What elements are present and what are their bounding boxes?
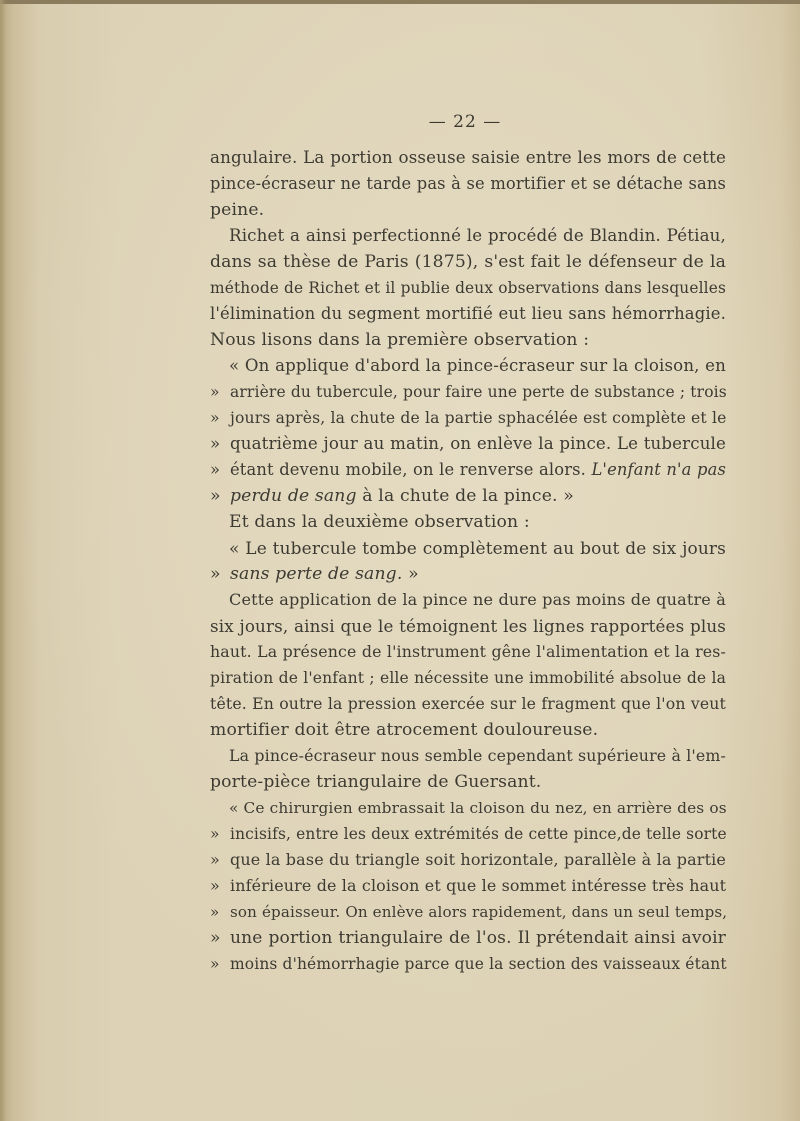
italic-text: sans perte de sang. (230, 564, 403, 584)
text-line (210, 925, 726, 951)
line-text: à la chute de la pince. » (362, 486, 574, 506)
text-line (210, 717, 726, 743)
line-text: tête. En outre la pression exercée sur le fragment que l'on veut (210, 694, 726, 713)
line-text: haut. La présence de l'instrument gêne l'alimentation et la res- (210, 642, 726, 661)
line-text: Cette application de la pince ne dure pas moins de quatre à (229, 590, 726, 609)
text-line (210, 457, 726, 483)
text-line (210, 379, 726, 405)
text-line (210, 899, 726, 925)
text-line (210, 353, 726, 379)
text-line (210, 327, 726, 353)
line-text: moins d'hémorrhagie parce que la section des vaisseaux étant (230, 955, 727, 973)
text-line (210, 561, 726, 587)
line-text: dans sa thèse de Paris (1875), s'est fait le défenseur de la (210, 252, 726, 272)
quote-mark: » (210, 955, 220, 973)
quote-mark: » (210, 903, 220, 921)
line-text: inférieure de la cloison et que le sommet intéresse très haut (230, 876, 727, 895)
text-line (210, 405, 726, 431)
quote-mark: » (210, 383, 220, 401)
quote-mark: » (210, 409, 220, 427)
line-text: « Le tubercule tombe complètement au bout de six jours (229, 538, 726, 558)
line-text: que la base du triangle soit horizontale, parallèle à la partie (230, 850, 726, 869)
line-text: étant devenu mobile, on le renverse alors. (230, 460, 586, 479)
quote-mark: » (210, 564, 221, 584)
text-line (210, 639, 726, 665)
line-text: incisifs, entre les deux extrémités de cette pince,de telle sorte (230, 825, 727, 843)
italic-text: perdu de sang (230, 486, 357, 506)
line-text: angulaire. La portion osseuse saisie entre les mors de cette (210, 148, 726, 167)
text-line (210, 691, 726, 717)
text-line (210, 171, 726, 197)
line-text: piration de l'enfant ; elle nécessite une immobilité absolue de la (210, 669, 726, 687)
line-text: La pince-écraseur nous semble cependant supérieure à l'em- (229, 746, 727, 765)
text-line (210, 223, 726, 249)
text-line (210, 483, 726, 509)
line-text: Richet a ainsi perfectionné le procédé de Blandin. Pétiau, (229, 226, 726, 245)
text-line (210, 613, 726, 639)
text-line (210, 743, 726, 769)
line-text: « Ce chirurgien embrassait la cloison du nez, en arrière des os (229, 799, 727, 817)
quote-mark: » (210, 486, 221, 506)
line-text: jours après, la chute de la partie sphacélée est complète et le (230, 409, 727, 427)
text-line (210, 665, 726, 691)
text-line (210, 847, 726, 873)
text-line (210, 249, 726, 275)
quote-mark: » (210, 434, 221, 453)
text-line (210, 535, 726, 561)
page-number: — 22 — (428, 112, 502, 132)
line-text: six jours, ainsi que le témoignent les lignes rapportées plus (210, 616, 726, 636)
quote-mark: » (210, 460, 221, 479)
text-line (210, 951, 726, 977)
line-text: mortifier doit être atrocement douloureuse. (210, 720, 599, 740)
line-text: Et dans la deuxième observation : (229, 512, 530, 532)
text-line (210, 587, 726, 613)
text-line (210, 145, 726, 171)
line-text: l'élimination du segment mortifié eut lieu sans hémorrhagie. (210, 304, 726, 323)
line-text: quatrième jour au matin, on enlève la pince. Le tubercule (230, 434, 726, 453)
line-text: « On applique d'abord la pince-écraseur sur la cloison, en (229, 356, 726, 375)
line-text: porte-pièce triangulaire de Guersant. (210, 772, 542, 792)
body-text (210, 145, 726, 977)
line-text: Nous lisons dans la première observation : (210, 330, 590, 350)
text-line (210, 197, 726, 223)
italic-text: L'enfant n'a pas (591, 460, 726, 479)
quote-mark: » (210, 825, 220, 843)
line-text: méthode de Richet et il publie deux observations dans lesquelles (210, 279, 726, 297)
line-text: arrière du tubercule, pour faire une perte de substance ; trois (230, 383, 727, 401)
text-line (210, 873, 726, 899)
line-text: peine. (210, 200, 265, 220)
text-line (210, 509, 726, 535)
text-line (210, 821, 726, 847)
text-line (210, 275, 726, 301)
line-text: » (408, 564, 419, 584)
quote-mark: » (210, 876, 220, 895)
text-line (210, 431, 726, 457)
line-text: une portion triangulaire de l'os. Il prétendait ainsi avoir (230, 928, 726, 948)
quote-mark: » (210, 850, 220, 869)
quote-mark: » (210, 928, 221, 948)
text-line (210, 795, 726, 821)
line-text: son épaisseur. On enlève alors rapidement, dans un seul temps, (230, 903, 728, 921)
line-text: pince-écraseur ne tarde pas à se mortifier et se détache sans (210, 174, 726, 193)
text-line (210, 769, 726, 795)
text-line (210, 301, 726, 327)
